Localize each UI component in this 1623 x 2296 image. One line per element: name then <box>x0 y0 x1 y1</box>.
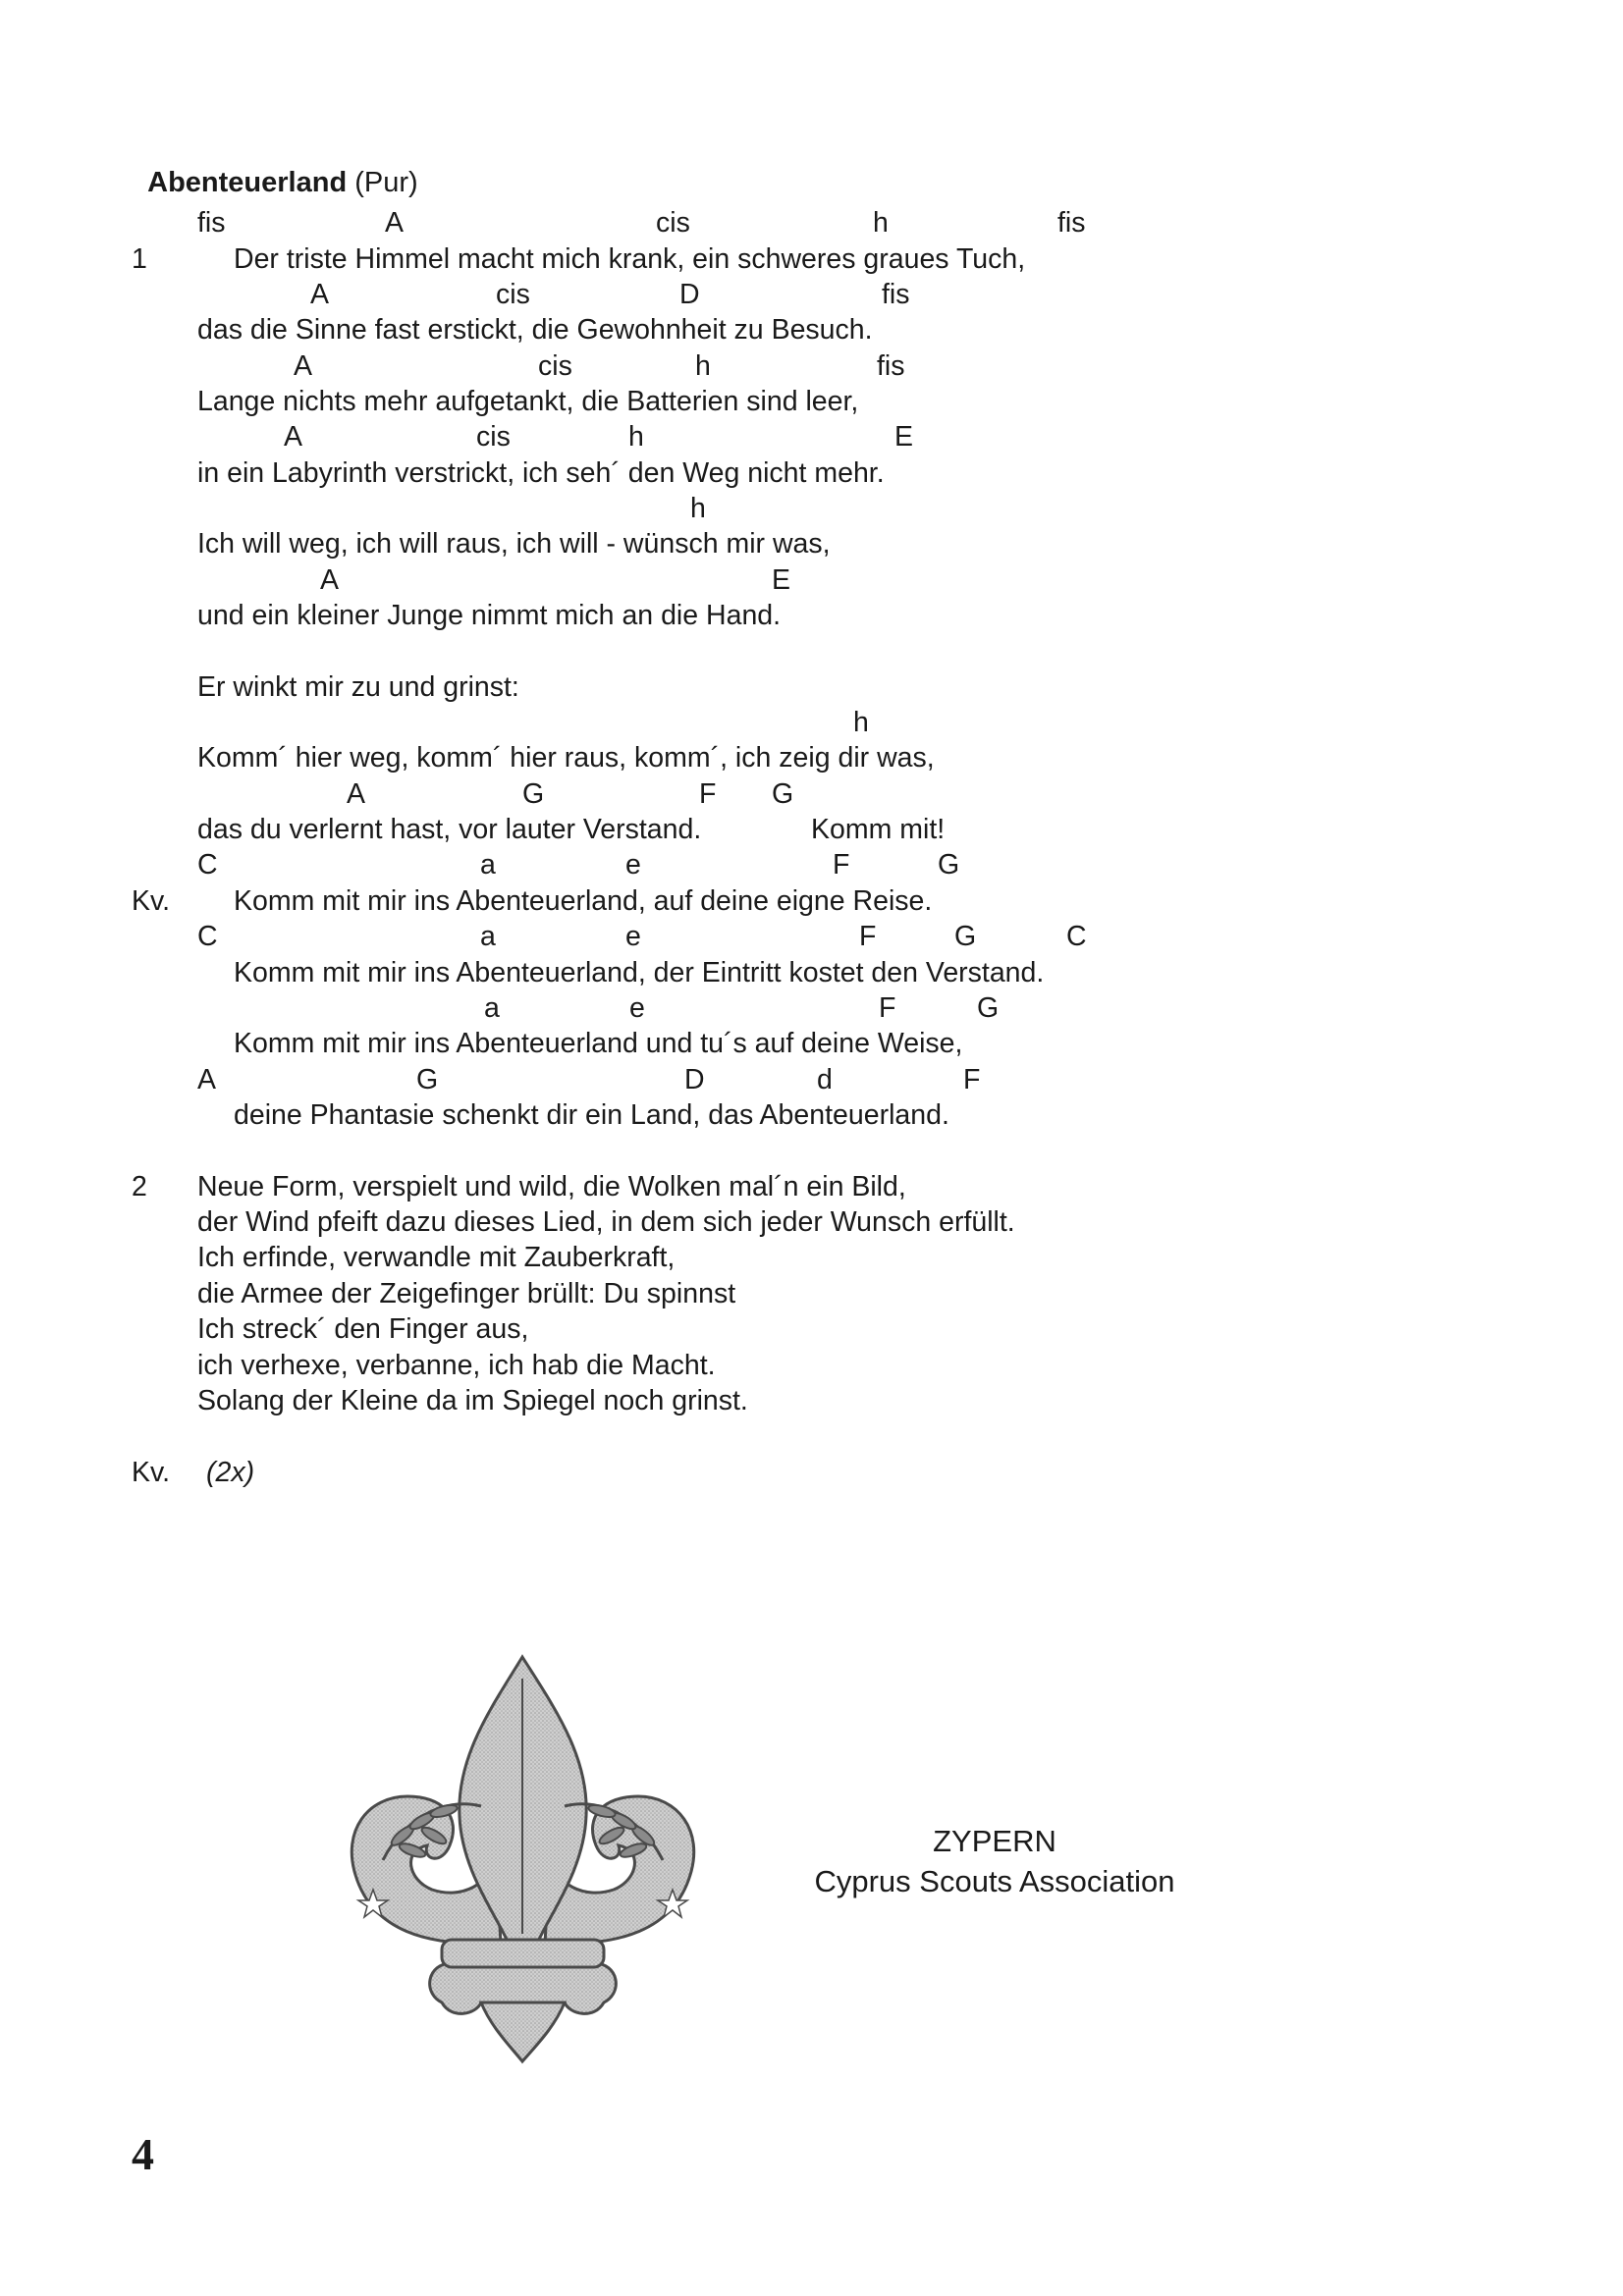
lyric-line: Komm mit mir ins Abenteuerland, auf deine eigne Reise. <box>234 885 933 917</box>
chord: a <box>480 921 496 952</box>
chord: C <box>197 921 218 952</box>
chord: h <box>695 350 711 382</box>
chord: fis <box>877 350 905 382</box>
lyric-line: Lange nichts mehr aufgetankt, die Batterien sind leer, <box>197 386 859 417</box>
fleur-de-lis-scout-emblem-icon <box>334 1649 712 2081</box>
lyric-line: das du verlernt hast, vor lauter Verstand. <box>197 814 702 845</box>
chord: A <box>310 279 330 310</box>
chord: cis <box>496 279 530 310</box>
chord: G <box>522 778 545 810</box>
chord: F <box>699 778 717 810</box>
chord: G <box>772 778 794 810</box>
chord: A <box>347 778 366 810</box>
emblem-country: ZYPERN <box>933 1824 1056 1858</box>
lyric-line: Solang der Kleine da im Spiegel noch grinst. <box>197 1385 748 1416</box>
chord: fis <box>1057 207 1086 239</box>
chord: cis <box>538 350 572 382</box>
chord: A <box>385 207 405 239</box>
page-number: 4 <box>132 2129 154 2179</box>
chord: F <box>859 921 877 952</box>
song-artist: (Pur) <box>354 167 418 198</box>
chord: E <box>772 564 791 596</box>
chord: A <box>294 350 313 382</box>
chord: G <box>416 1064 439 1095</box>
chord: A <box>197 1064 217 1095</box>
chord: C <box>1066 921 1087 952</box>
lyric-line: Neue Form, verspielt und wild, die Wolken mal´n ein Bild, <box>197 1171 906 1202</box>
chord: e <box>625 849 641 881</box>
chord: E <box>894 421 914 453</box>
chord: a <box>484 992 500 1024</box>
lyric-line: Komm mit mir ins Abenteuerland, der Eintritt kostet den Verstand. <box>234 957 1045 988</box>
chorus-label: Kv. <box>132 885 171 917</box>
lyric-line: Ich will weg, ich will raus, ich will - wünsch mir was, <box>197 528 831 560</box>
song-title <box>132 133 418 199</box>
chord: cis <box>476 421 511 453</box>
verse-number: 2 <box>132 1171 147 1202</box>
emblem-organization: Cyprus Scouts Association <box>814 1864 1175 1898</box>
chord: a <box>480 849 496 881</box>
lyric-line: das die Sinne fast erstickt, die Gewohnheit zu Besuch. <box>197 314 873 346</box>
chord: G <box>954 921 977 952</box>
chord: cis <box>656 207 690 239</box>
lyric-line: und ein kleiner Junge nimmt mich an die Hand. <box>197 600 782 631</box>
chord: d <box>817 1064 833 1095</box>
chord: h <box>873 207 889 239</box>
lyric-line: Der triste Himmel macht mich krank, ein schweres graues Tuch, <box>234 243 1026 275</box>
lyric-line: Komm´ hier weg, komm´ hier raus, komm´, ich zeig dir was, <box>197 742 935 774</box>
chord: h <box>853 707 869 738</box>
chord: F <box>833 849 850 881</box>
lyric-line: ich verhexe, verbanne, ich hab die Macht. <box>197 1350 716 1381</box>
lyric-line: Ich streck´ den Finger aus, <box>197 1313 529 1345</box>
lyric-line-extra: Komm mit! <box>811 814 946 845</box>
lyric-line: Komm mit mir ins Abenteuerland und tu´s auf deine Weise, <box>234 1028 963 1059</box>
lyric-line: Ich erfinde, verwandle mit Zauberkraft, <box>197 1242 676 1273</box>
chorus-repeat-label: Kv. <box>132 1457 171 1488</box>
chorus-repeat-note: (2x) <box>206 1457 255 1488</box>
chord: e <box>629 992 645 1024</box>
chord: A <box>320 564 340 596</box>
chord: F <box>963 1064 981 1095</box>
chord: D <box>684 1064 705 1095</box>
chord: fis <box>882 279 910 310</box>
chord: G <box>938 849 960 881</box>
song-name: Abenteuerland <box>147 167 348 198</box>
chord: fis <box>197 207 226 239</box>
lyric-line: der Wind pfeift dazu dieses Lied, in dem sich jeder Wunsch erfüllt. <box>197 1206 1015 1238</box>
chord: h <box>628 421 644 453</box>
lyric-line: in ein Labyrinth verstrickt, ich seh´ den Weg nicht mehr. <box>197 457 885 489</box>
lyric-line: deine Phantasie schenkt dir ein Land, das Abenteuerland. <box>234 1099 949 1131</box>
chord: h <box>690 493 706 524</box>
chord: D <box>679 279 700 310</box>
chord: e <box>625 921 641 952</box>
chord: F <box>879 992 896 1024</box>
lyric-line: die Armee der Zeigefinger brüllt: Du spinnst <box>197 1278 736 1309</box>
chord: C <box>197 849 218 881</box>
chord: G <box>977 992 1000 1024</box>
verse-number: 1 <box>132 243 147 275</box>
chord: A <box>284 421 303 453</box>
lyric-line: Er winkt mir zu und grinst: <box>197 671 519 703</box>
